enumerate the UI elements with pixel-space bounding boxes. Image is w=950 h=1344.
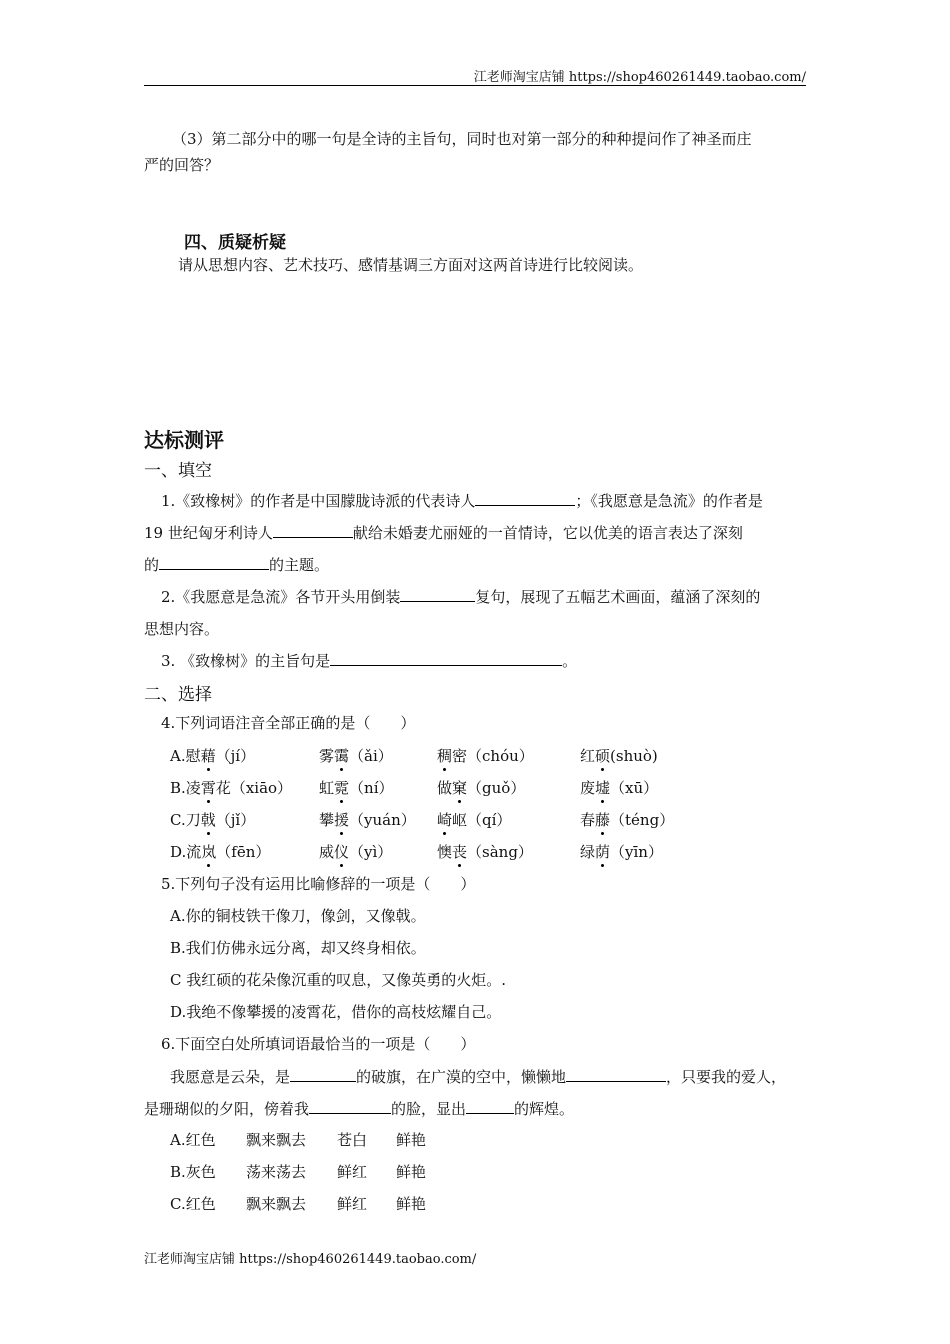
blank-motion[interactable] [566,1067,666,1082]
q4-option-a[interactable]: A.慰藉（jí） [170,747,256,765]
part2-heading: 二、选择 [144,685,212,705]
q5-option-c[interactable]: C 我红硕的花朵像沉重的叹息，又像英勇的火炬。. [170,971,507,989]
q5-option-d[interactable]: D.我绝不像攀援的凌霄花，借你的高枝炫耀自己。 [170,1003,502,1021]
fill3-line: 3. 《致橡树》的主旨句是 。 [161,652,578,670]
blank-face[interactable] [309,1099,391,1114]
q5-option-a[interactable]: A.你的铜枝铁干像刀，像剑，又像戟。 [170,907,426,925]
q4-option-c[interactable]: C.刀戟（jǐ） [170,811,256,829]
blank-inversion[interactable] [400,587,475,602]
q4-stem: 4.下列词语注音全部正确的是（ ） [161,714,416,732]
q6-stem: 6.下面空白处所填词语最恰当的一项是（ ） [161,1035,476,1053]
q6-passage-line2: 是珊瑚似的夕阳，傍着我 的脸，显出 的辉煌。 [144,1100,575,1118]
q6-passage-line1: 我愿意是云朵，是 的破旗，在广漠的空中，懒懒地 ，只要我的爱人， [170,1068,787,1086]
section4-title: 四、质疑析疑 [184,233,286,253]
test-title: 达标测评 [144,428,224,452]
section4-body: 请从思想内容、艺术技巧、感情基调三方面对这两首诗进行比较阅读。 [178,256,644,274]
blank-brilliance[interactable] [466,1099,514,1114]
q4-option-b[interactable]: B.凌霄花（xiāo） [170,779,293,797]
blank-theme-sentence[interactable] [330,651,562,666]
blank-theme[interactable] [159,555,269,570]
q5-stem: 5.下列句子没有运用比喻修辞的一项是（ ） [161,875,476,893]
q4-option-d[interactable]: D.流岚（fēn） [170,843,271,861]
fill2-line1: 2.《我愿意是急流》各节开头用倒装 复句，展现了五幅艺术画面，蕴涵了深刻的 [161,588,761,606]
fill1-line3: 的 的主题。 [144,556,330,574]
page-footer: 江老师淘宝店铺 https://shop460261449.taobao.com/ [144,1252,477,1267]
q3-line1: （3）第二部分中的哪一句是全诗的主旨句，同时也对第一部分的种种提问作了神圣而庄 [172,130,752,148]
blank-poet2[interactable] [273,523,353,538]
fill2-line2: 思想内容。 [144,620,220,638]
blank-poet[interactable] [475,491,575,506]
part1-heading: 一、填空 [144,461,212,481]
q6-option-c[interactable]: C.红色 [170,1195,216,1213]
q5-option-b[interactable]: B.我们仿佛永远分离，却又终身相依。 [170,939,426,957]
q6-option-a[interactable]: A.红色 [170,1131,216,1149]
q3-line2: 严的回答？ [144,156,220,174]
fill1-line1: 1.《致橡树》的作者是中国朦胧诗派的代表诗人 ；《我愿意是急流》的作者是 [161,492,763,510]
blank-color[interactable] [290,1067,356,1082]
q6-option-b[interactable]: B.灰色 [170,1163,216,1181]
header-rule [144,85,806,86]
fill1-line2: 19 世纪匈牙利诗人 献给未婚妻尤丽娅的一首情诗，它以优美的语言表达了深刻 [144,524,743,542]
page-header: 江老师淘宝店铺 https://shop460261449.taobao.com/ [473,70,806,85]
